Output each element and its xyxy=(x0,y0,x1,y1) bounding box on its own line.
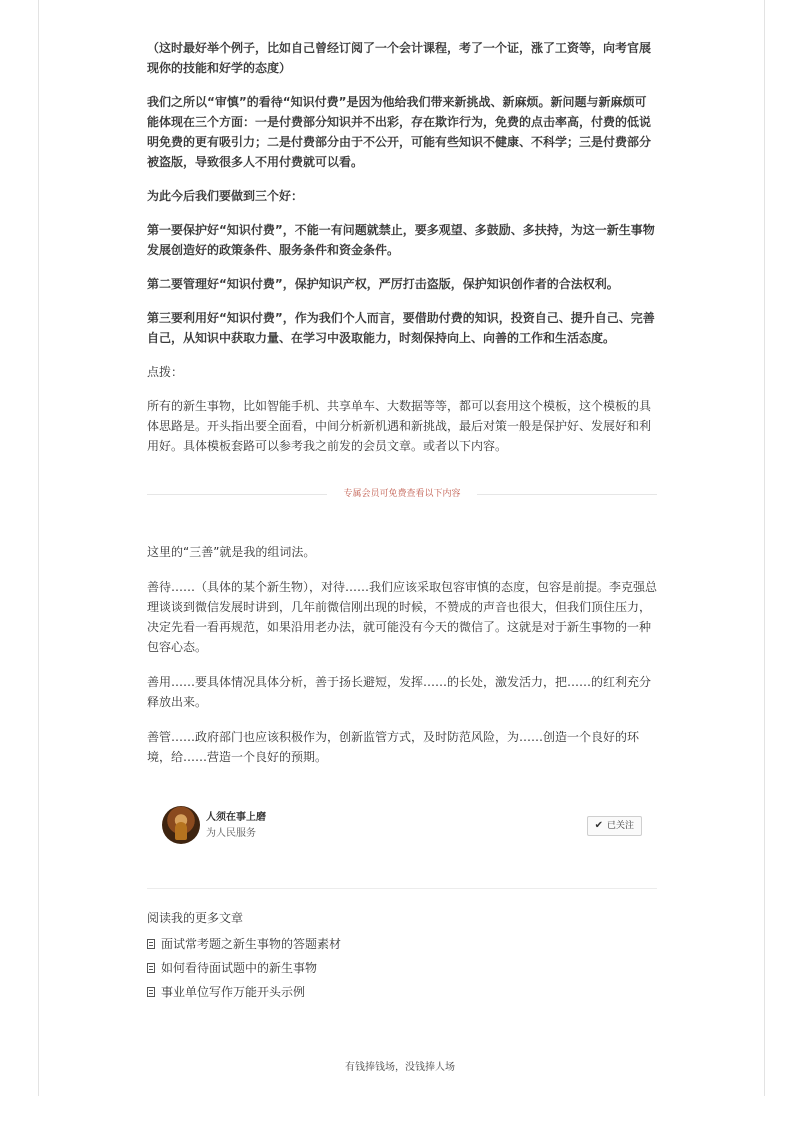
paragraph-protect: 第一要保护好“知识付费”，不能一有问题就禁止，要多观望、多鼓励、多扶持，为这一新生事物发展创造好的政策条件、服务条件和资金条件。 xyxy=(147,223,655,257)
author-bio: 为人民服务 xyxy=(206,828,256,839)
paragraph-utilize: 第三要利用好“知识付费”，作为我们个人而言，要借助付费的知识，投资自己、提升自己、完善自己，从知识中获取力量、在学习中汲取能力，时刻保持向上、向善的工作和生活态度。 xyxy=(147,311,655,345)
member-paragraph-manage: 善管……政府部门也应该积极作为，创新监管方式，及时防范风险，为……创造一个良好的环境，给……营造一个良好的预期。 xyxy=(147,730,640,764)
follow-button[interactable] xyxy=(587,816,642,836)
avatar-figure xyxy=(175,822,187,840)
member-paragraph-intro: 这里的“三善”就是我的组词法。 xyxy=(147,545,316,559)
divider-line-right xyxy=(477,494,657,495)
paragraph-manage: 第二要管理好“知识付费”，保护知识产权，严厉打击盗版，保护知识创作者的合法权利。 xyxy=(147,277,619,291)
author-card xyxy=(162,806,642,846)
author-name[interactable]: 人须在事上磨 xyxy=(206,812,266,823)
more-articles xyxy=(147,908,657,1006)
section-separator xyxy=(147,888,657,889)
page-border-right xyxy=(764,0,765,1096)
check-icon: ✔ xyxy=(594,820,603,831)
member-paragraph-treat: 善待……（具体的某个新生物），对待……我们应该采取包容审慎的态度，包容是前提。李克强总理谈谈到微信发展时讲到，几年前微信刚出现的时候，不赞成的声音也很大，但我们顶住压力，决定先看一看再规范，如果沿用老办法，就可能没有今天的微信了。这就是对于新生事物的一种包容心态。 xyxy=(147,580,658,654)
more-articles-title: 阅读我的更多文章 xyxy=(147,911,244,925)
more-article-link[interactable] xyxy=(147,958,657,978)
member-divider-label: 专属会员可免费查看以下内容 xyxy=(343,489,461,499)
member-paragraph-use: 善用……要具体情况具体分析，善于扬长避短，发挥……的长处，激发活力，把……的红利充分释放出来。 xyxy=(147,675,652,709)
article-body xyxy=(147,38,657,767)
document-icon xyxy=(147,963,155,973)
follow-button-label: 已关注 xyxy=(606,821,634,831)
more-article-title[interactable]: 面试常考题之新生事物的答题素材 xyxy=(161,937,342,951)
document-icon xyxy=(147,939,155,949)
document-icon xyxy=(147,987,155,997)
paragraph-example-note: （这时最好举个例子，比如自己曾经订阅了一个会计课程，考了一个证，涨了工资等，向考官展现你的技能和好学的态度） xyxy=(147,41,652,75)
tip-text: 所有的新生事物，比如智能手机、共享单车、大数据等等，都可以套用这个模板，这个模板的具体思路是。开头指出要全面看，中间分析新机遇和新挑战，最后对策一般是保护好、发展好和利用好。具体模板套路可以参考我之前发的会员文章。或者以下内容。 xyxy=(147,399,652,453)
page-border-left xyxy=(38,0,39,1096)
paragraph-three-goods-intro: 为此今后我们要做到三个好： xyxy=(147,189,304,203)
more-article-title[interactable]: 事业单位写作万能开头示例 xyxy=(161,985,306,999)
member-divider xyxy=(147,484,657,504)
footer-slogan: 有钱捧钱场，没钱捧人场 xyxy=(345,1062,455,1073)
tip-label: 点拨： xyxy=(147,365,184,379)
more-article-link[interactable] xyxy=(147,982,657,1002)
paragraph-challenges: 我们之所以“审慎”的看待“知识付费”是因为他给我们带来新挑战、新麻烦。新问题与新麻烦可能体现在三个方面：一是付费部分知识并不出彩，存在欺诈行为，免费的点击率高，付费的低说明免费的更有吸引力；二是付费部分由于不公开，可能有些知识不健康、不科学；三是付费部分被盗版，导致很多人不用付费就可以看。 xyxy=(147,95,652,169)
avatar-icon[interactable] xyxy=(162,806,200,844)
more-article-title[interactable]: 如何看待面试题中的新生事物 xyxy=(161,961,318,975)
more-article-link[interactable] xyxy=(147,934,657,954)
